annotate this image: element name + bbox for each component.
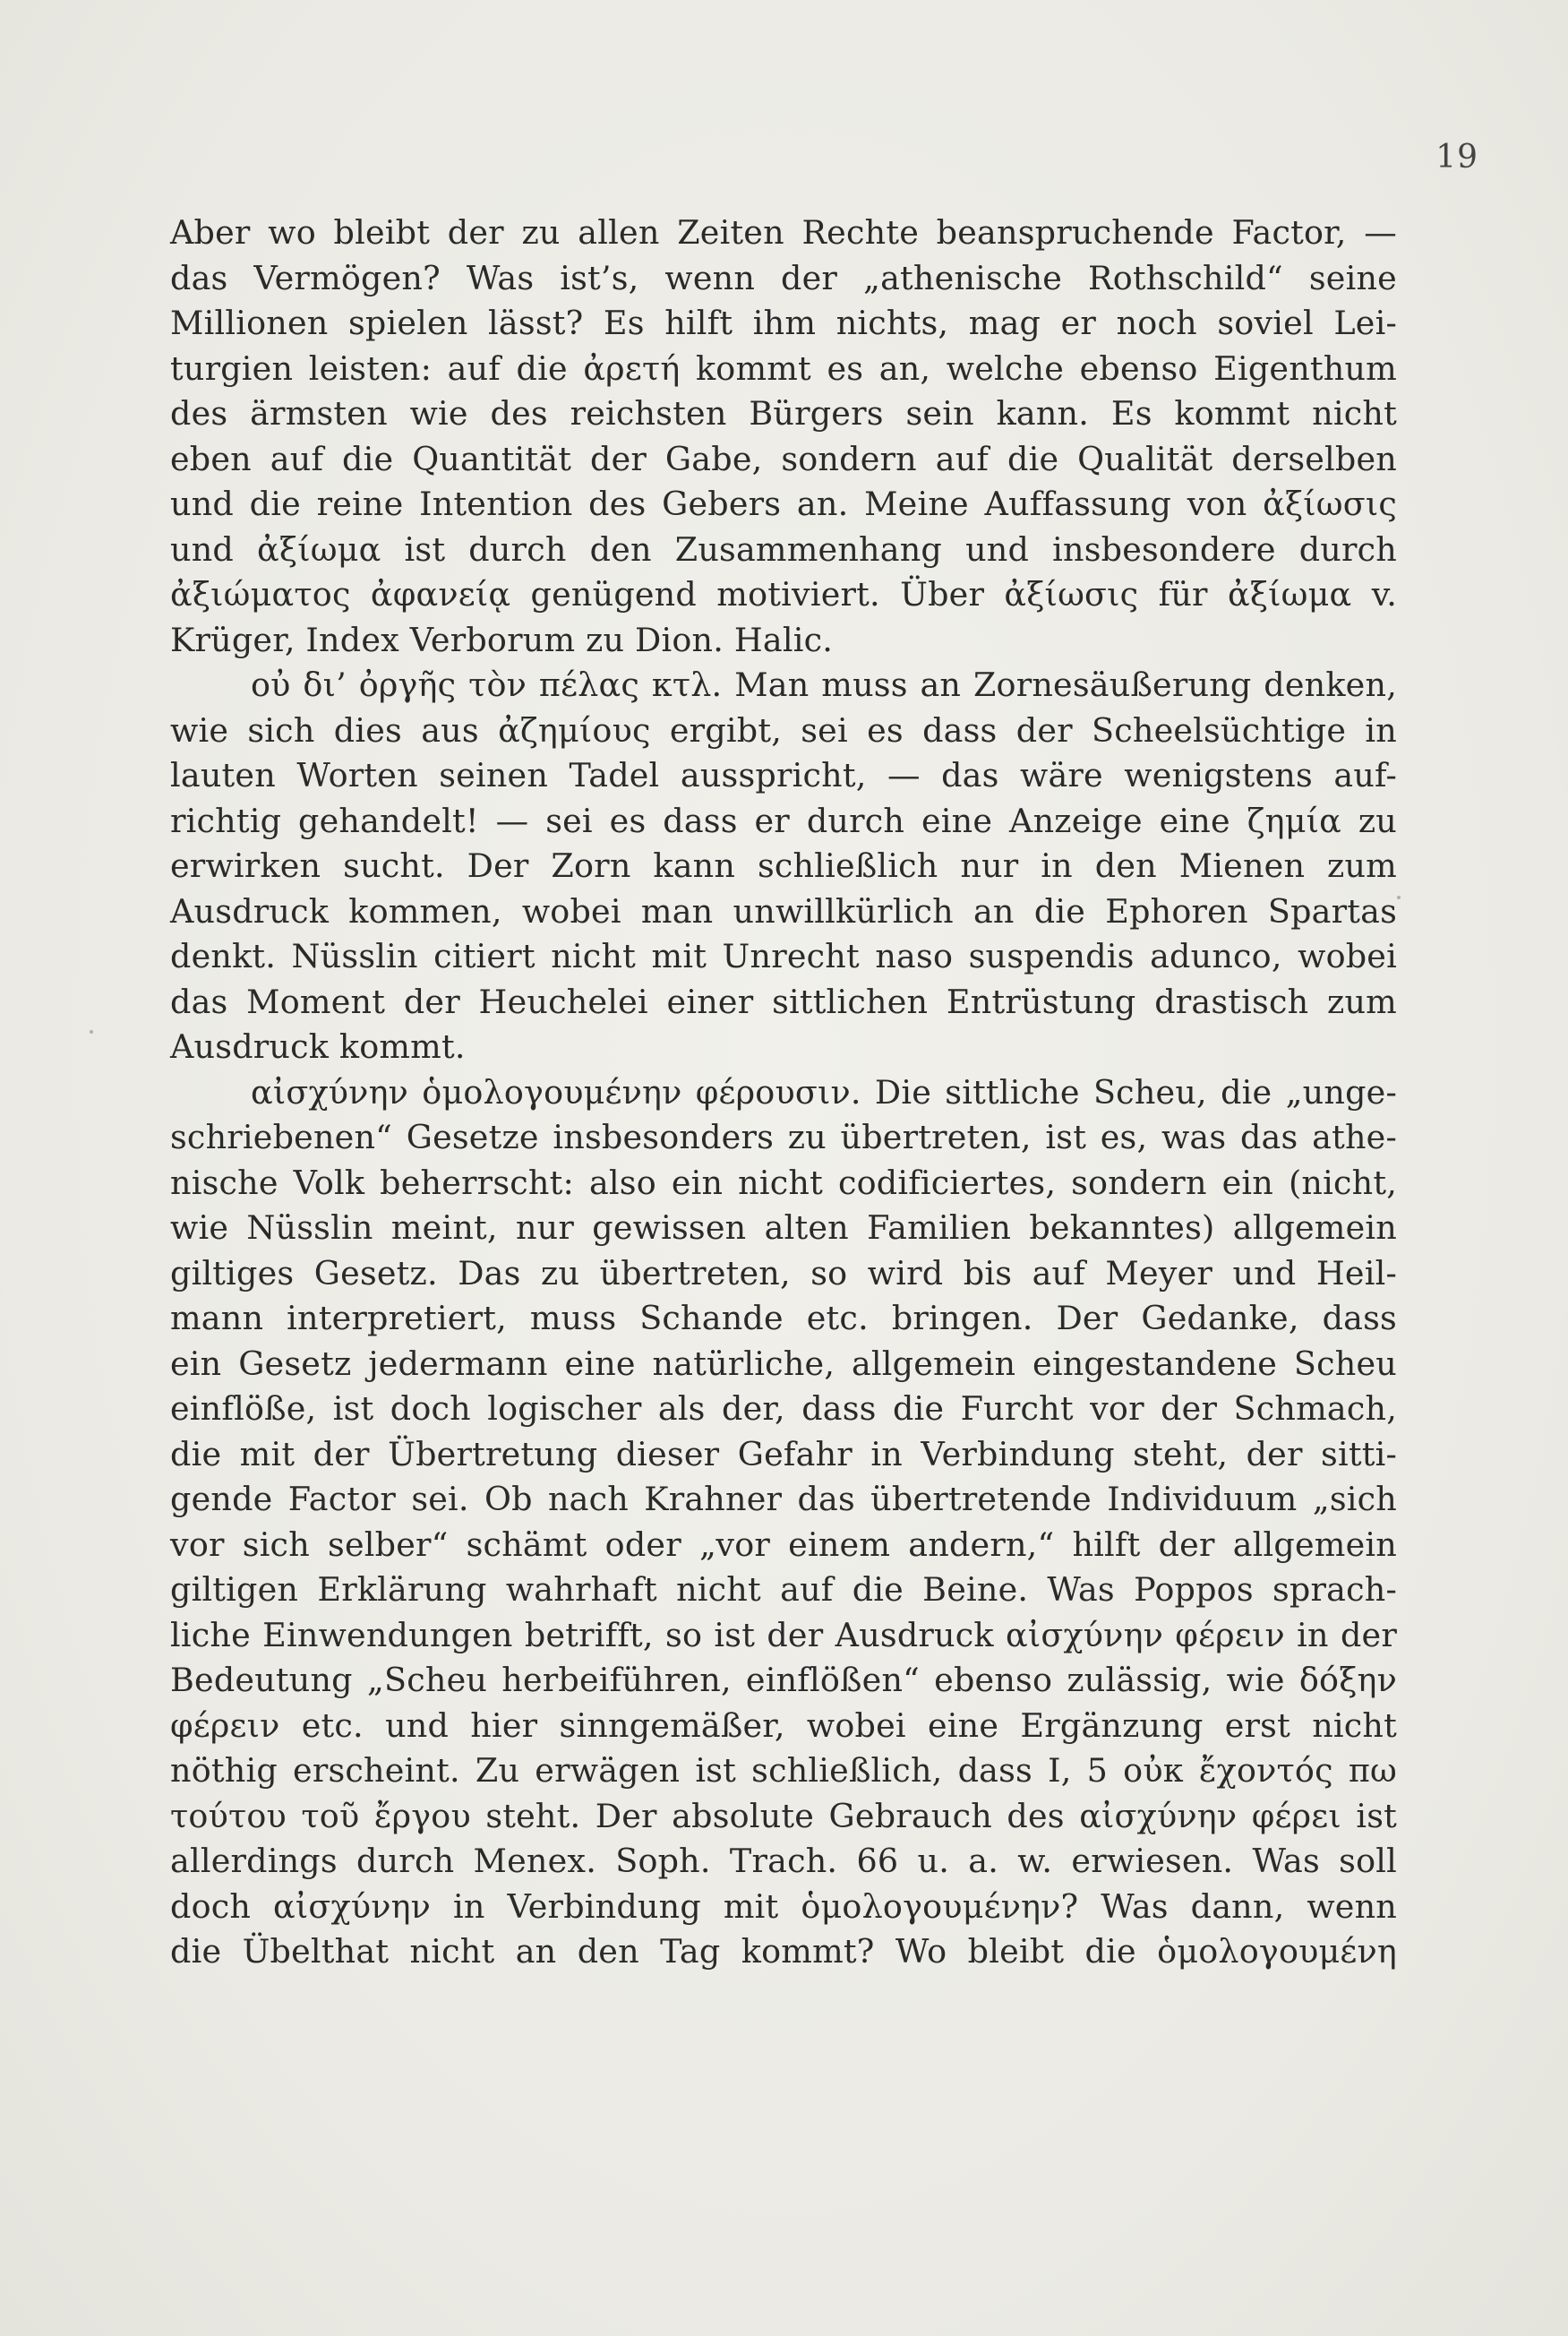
text-line: erwirken sucht. Der Zorn kann schließlich nur in den Mienen zum (170, 846, 1397, 885)
body-text (170, 210, 1397, 1975)
text-line: Millionen spielen lässt? Es hilft ihm nichts, mag er noch soviel Lei- (170, 304, 1397, 342)
text-line: und ἀξίωμα ist durch den Zusammenhang und insbesondere durch (170, 529, 1397, 569)
text-line: allerdings durch Menex. Soph. Trach. 66 u. a. w. erwiesen. Was soll (170, 1842, 1397, 1880)
text-line: giltigen Erklärung wahrhaft nicht auf die Beine. Was Poppos sprach- (170, 1570, 1397, 1609)
text-line: denkt. Nüsslin citiert nicht mit Unrecht naso suspendis adunco, wobei (170, 937, 1397, 975)
text-line: lauten Worten seinen Tadel ausspricht, — das wäre wenigstens auf- (170, 756, 1397, 794)
text-line: Bedeutung „Scheu herbeiführen, einflößen“ ebenso zulässig, wie δόξην (170, 1661, 1397, 1699)
text-line: liche Einwendungen betrifft, so ist der Ausdruck αἰσχύνην φέρειν in der (170, 1615, 1397, 1654)
text-line: οὐ δι’ ὀργῆς τὸν πέλας κτλ. Man muss an Zornesäußerung denken, (251, 666, 1397, 704)
text-line: doch αἰσχύνην in Verbindung mit ὁμολογουμένην? Was dann, wenn (170, 1886, 1397, 1926)
text-line: ἀξιώματος ἀφανείᾳ genügend motiviert. Über ἀξίωσις für ἀξίωμα v. (170, 575, 1397, 614)
page-number: 19 (1435, 139, 1478, 176)
text-line: des ärmsten wie des reichsten Bürgers sein kann. Es kommt nicht (170, 394, 1397, 433)
text-line: das Moment der Heuchelei einer sittlichen Entrüstung drastisch zum (170, 982, 1397, 1021)
text-line: Ausdruck kommt. (170, 1027, 466, 1066)
text-line: ein Gesetz jedermann eine natürliche, allgemein eingestandene Scheu (170, 1344, 1397, 1383)
text-line: das Vermögen? Was ist’s, wenn der „athenische Rothschild“ seine (170, 258, 1397, 297)
text-line: mann interpretiert, muss Schande etc. bringen. Der Gedanke, dass (170, 1299, 1397, 1337)
text-line: vor sich selber“ schämt oder „vor einem andern,“ hilft der allgemein (170, 1524, 1397, 1564)
text-line: nische Volk beherrscht: also ein nicht codificiertes, sondern ein (nicht, (170, 1163, 1397, 1202)
text-line: giltiges Gesetz. Das zu übertreten, so wird bis auf Meyer und Heil- (170, 1253, 1397, 1293)
text-line: eben auf die Quantität der Gabe, sondern auf die Qualität derselben (170, 439, 1397, 478)
text-line: φέρειν etc. und hier sinngemäßer, wobei eine Ergänzung erst nicht (170, 1705, 1397, 1745)
paper-speck (90, 1030, 93, 1034)
text-line: turgien leisten: auf die ἀρετή kommt es an, welche ebenso Eigenthum (170, 348, 1397, 388)
text-line: richtig gehandelt! — sei es dass er durch eine Anzeige eine ζημία zu (170, 801, 1397, 840)
text-line: die Übelthat nicht an den Tag kommt? Wo bleibt die ὁμολογουμένη (170, 1932, 1397, 1971)
text-line: Krüger, Index Verborum zu Dion. Halic. (170, 620, 834, 659)
text-line: wie Nüsslin meint, nur gewissen alten Familien bekanntes) allgemein (170, 1208, 1397, 1247)
text-line: und die reine Intention des Gebers an. Meine Auffassung von ἀξίωσις (170, 485, 1397, 523)
text-line: Ausdruck kommen, wobei man unwillkürlich an die Ephoren Spartas (170, 891, 1397, 931)
text-line: gende Factor sei. Ob nach Krahner das übertretende Individuum „sich (170, 1480, 1397, 1518)
text-line: wie sich dies aus ἀζημίους ergibt, sei es dass der Scheelsüchtige in (170, 710, 1397, 750)
text-line: τούτου τοῦ ἔργου steht. Der absolute Gebrauch des αἰσχύνην φέρει ist (170, 1796, 1397, 1835)
text-line: αἰσχύνην ὁμολογουμένην φέρουσιν. Die sittliche Scheu, die „unge- (251, 1072, 1397, 1112)
text-line: die mit der Übertretung dieser Gefahr in Verbindung steht, der sitti- (170, 1434, 1397, 1473)
text-line: nöthig erscheint. Zu erwägen ist schließlich, dass I, 5 οὐκ ἔχοντός πω (170, 1751, 1397, 1790)
text-line: einflöße, ist doch logischer als der, dass die Furcht vor der Schmach, (170, 1389, 1397, 1428)
text-line: schriebenen“ Gesetze insbesonders zu übertreten, ist es, was das athe- (170, 1118, 1397, 1156)
paper-speck (1397, 896, 1401, 899)
text-line: Aber wo bleibt der zu allen Zeiten Rechte beanspruchende Factor, — (170, 213, 1397, 252)
